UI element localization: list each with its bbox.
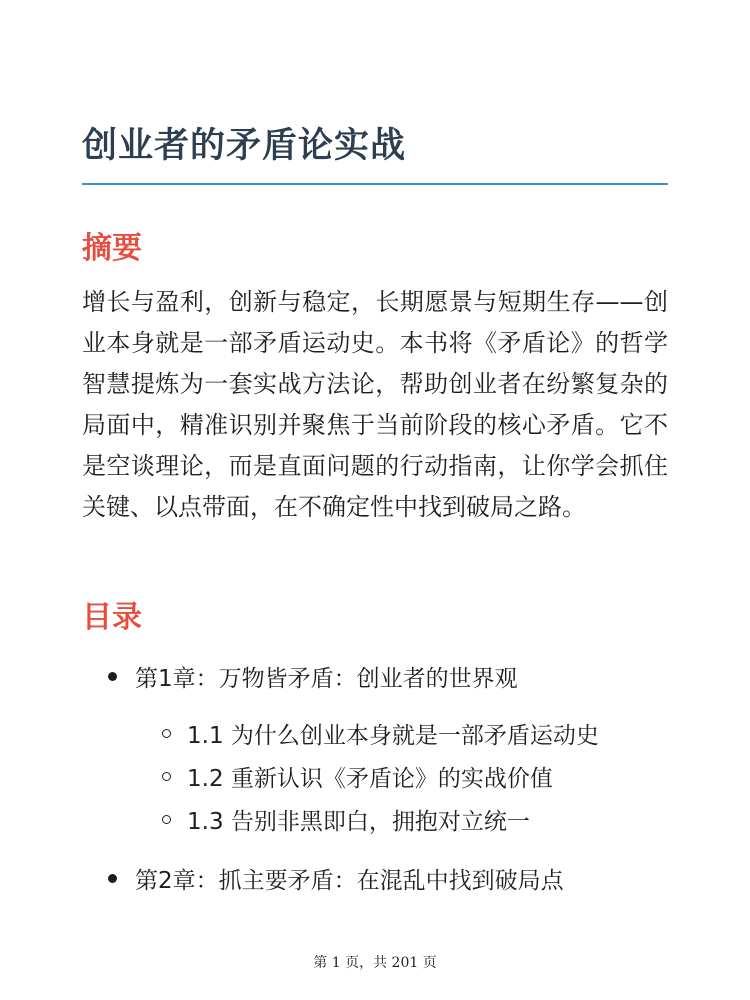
document-page xyxy=(82,0,670,1000)
toc-section-label: 1.2 重新认识《矛盾论》的实战价值 xyxy=(187,766,553,792)
bullet-icon xyxy=(108,874,117,883)
toc-chapter-2-label: 第2章：抓主要矛盾：在混乱中找到破局点 xyxy=(135,867,564,894)
toc-section-label: 1.1 为什么创业本身就是一部矛盾运动史 xyxy=(187,723,599,749)
toc-chapter-2 xyxy=(108,860,564,896)
hollow-bullet-icon xyxy=(162,815,171,824)
title-divider xyxy=(82,183,668,185)
toc-chapter-1 xyxy=(108,658,518,694)
toc-section-1-1 xyxy=(162,712,599,755)
abstract-heading: 摘要 xyxy=(82,231,142,266)
toc-section-label: 1.3 告别非黑即白，拥抱对立统一 xyxy=(187,809,530,835)
bullet-icon xyxy=(108,672,117,681)
page-number-footer: 第 1 页，共 201 页 xyxy=(313,955,437,971)
toc-section-1-2 xyxy=(162,755,599,798)
document-title: 创业者的矛盾论实战 xyxy=(82,126,407,166)
abstract-paragraph: 增长与盈利，创新与稳定，长期愿景与短期生存——创业本身就是一部矛盾运动史。本书将《矛盾论》的哲学智慧提炼为一套实战方法论，帮助创业者在纷繁复杂的局面中，精准识别并聚焦于当前阶段的核心矛盾。它不是空谈理论，而是直面问题的行动指南，让你学会抓住关键、以点带面，在不确定性中找到破局之路。 xyxy=(82,288,668,521)
hollow-bullet-icon xyxy=(162,729,171,738)
toc-chapter-1-sections xyxy=(162,712,599,841)
toc-section-1-3 xyxy=(162,798,599,841)
toc-chapter-1-label: 第1章：万物皆矛盾：创业者的世界观 xyxy=(135,665,518,692)
toc-heading: 目录 xyxy=(82,600,142,635)
hollow-bullet-icon xyxy=(162,772,171,781)
